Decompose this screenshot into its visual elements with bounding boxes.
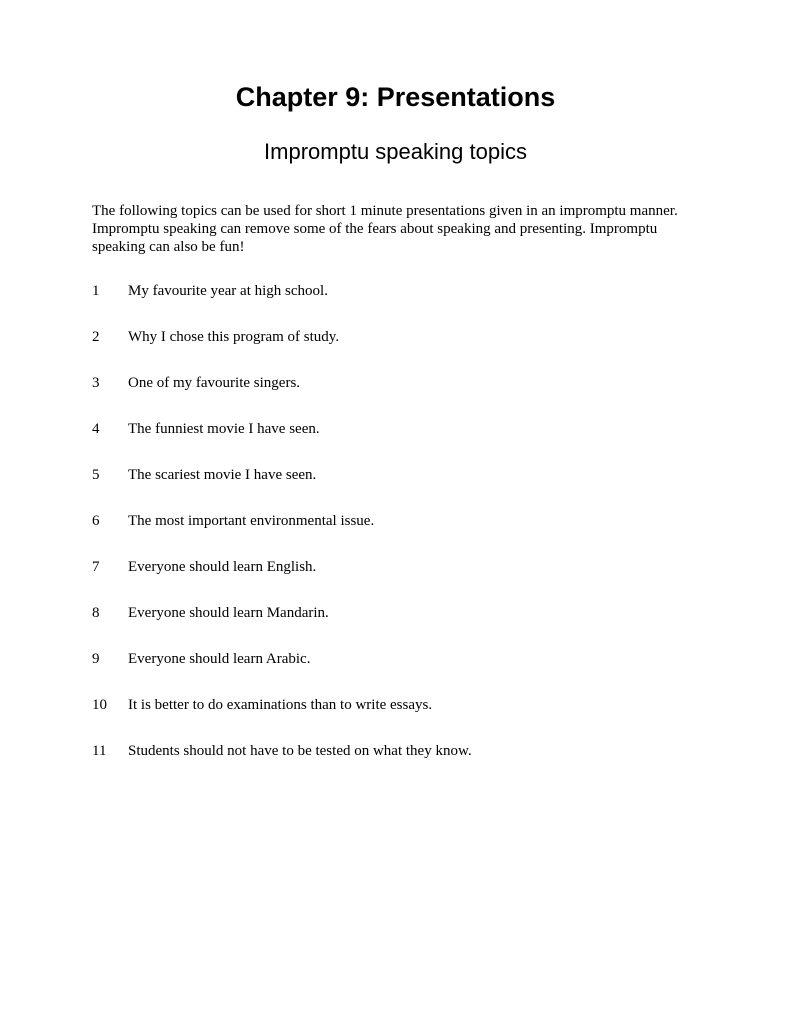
topic-number: 4 — [92, 421, 100, 437]
topic-text: It is better to do examinations than to write essays. — [128, 697, 433, 713]
page-title: Chapter 9: Presentations — [235, 82, 556, 112]
topic-number: 7 — [92, 559, 100, 575]
topic-item — [92, 466, 712, 512]
topic-text: The most important environmental issue. — [128, 513, 375, 529]
topic-number: 10 — [92, 697, 107, 713]
topic-list — [92, 282, 712, 788]
topic-text: Why I chose this program of study. — [128, 329, 340, 345]
topic-number: 1 — [92, 283, 100, 299]
topic-number: 11 — [92, 743, 107, 759]
topic-number: 5 — [92, 467, 100, 483]
topic-item — [92, 604, 712, 650]
page-subtitle: Impromptu speaking topics — [264, 139, 527, 164]
topic-item — [92, 742, 712, 788]
topic-text: Everyone should learn Mandarin. — [128, 605, 329, 621]
intro-paragraph: The following topics can be used for short 1 minute presentations given in an impromptu manner. Impromptu speaking can remove some of the fears about speaking and presenting. Impromptu speaking can also be fun! — [92, 203, 678, 255]
topic-text: Everyone should learn English. — [128, 559, 317, 575]
topic-text: The funniest movie I have seen. — [128, 421, 320, 437]
topic-number: 9 — [92, 651, 100, 667]
topic-number: 8 — [92, 605, 100, 621]
topic-item — [92, 696, 712, 742]
topic-item — [92, 650, 712, 696]
topic-item — [92, 328, 712, 374]
topic-item — [92, 512, 712, 558]
topic-item — [92, 374, 712, 420]
topic-text: One of my favourite singers. — [128, 375, 301, 391]
topic-item — [92, 282, 712, 328]
topic-text: My favourite year at high school. — [128, 283, 328, 299]
topic-text: Students should not have to be tested on what they know. — [128, 743, 472, 759]
topic-number: 3 — [92, 375, 100, 391]
topic-text: Everyone should learn Arabic. — [128, 651, 311, 667]
topic-text: The scariest movie I have seen. — [128, 467, 317, 483]
topic-number: 2 — [92, 329, 100, 345]
topic-number: 6 — [92, 513, 100, 529]
topic-item — [92, 420, 712, 466]
topic-item — [92, 558, 712, 604]
